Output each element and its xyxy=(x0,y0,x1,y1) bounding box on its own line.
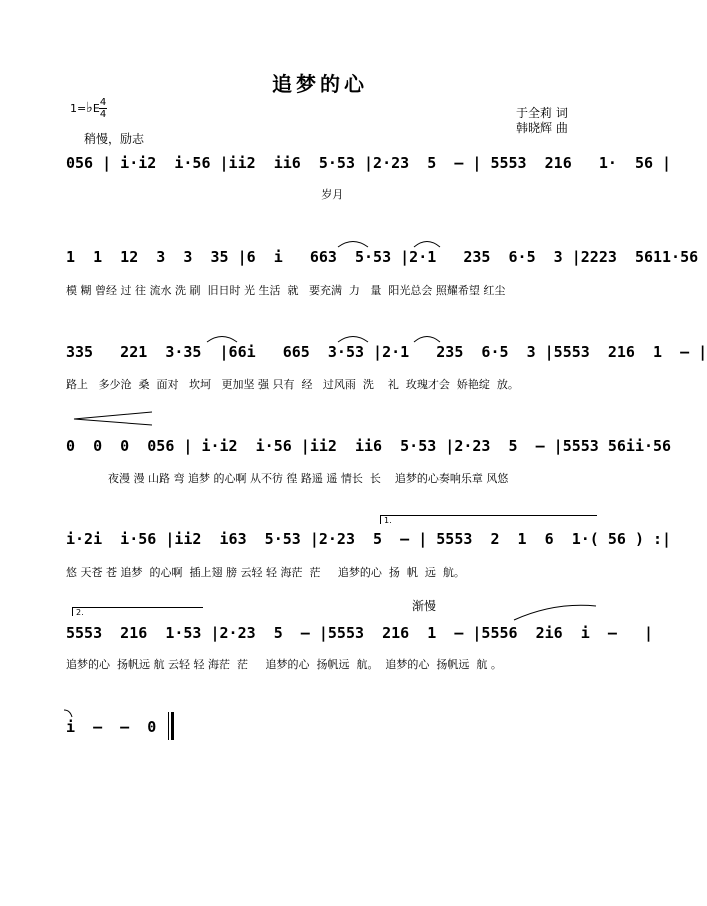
phrase-slur xyxy=(514,604,596,622)
slur-row-2b xyxy=(414,238,440,248)
first-ending-bracket xyxy=(380,515,597,524)
meter-top: 4 xyxy=(99,97,107,108)
composer-credit: 韩晓辉 曲 xyxy=(516,121,568,135)
lyric-row-4: 夜漫 漫 山路 弯 追梦 的心啊 从不彷 徨 路遥 遥 情长 长 追梦的心奏响乐章 风悠 xyxy=(66,472,509,485)
meter-bottom: 4 xyxy=(99,109,107,120)
final-barline-thin xyxy=(168,712,169,740)
notation-row-7: i – – 0 xyxy=(66,718,157,736)
lyricist-credit: 于全莉 词 xyxy=(516,106,568,120)
slur-row-2a xyxy=(338,238,368,248)
slur-row-3c xyxy=(414,333,440,343)
tie-mark xyxy=(64,708,74,718)
flat-sign: ♭ xyxy=(86,100,93,116)
lyric-row-6: 追梦的心 扬帆远 航 云轻 轻 海茫 茫 追梦的心 扬帆远 航。 追梦的心 扬帆远 航 。 xyxy=(66,658,502,671)
slur-row-3a xyxy=(207,333,237,343)
slur-row-3b xyxy=(338,333,368,343)
tempo-marking: 稍慢，励志 xyxy=(84,132,145,146)
first-ending-label: 1. xyxy=(384,516,392,525)
final-barline-thick xyxy=(171,712,174,740)
lyric-row-1: 岁月 xyxy=(66,188,344,201)
second-ending-bracket xyxy=(72,607,203,616)
notation-row-6: 5553 216 1·53 |2·23 5 – |5553 216 1 – |5556 2i6 i – | xyxy=(66,624,653,642)
notation-row-3: 335 221 3·35 |66i 665 3·53 |2·1 235 6·5 3 |5553 216 1 – | xyxy=(66,343,707,361)
time-signature xyxy=(99,97,107,120)
lyric-row-3: 路上 多少沧 桑 面对 坎坷 更加坚 强 只有 经 过风雨 洗 礼 玫瑰才会 娇艳绽 放。 xyxy=(66,378,519,391)
crescendo-hairpin xyxy=(72,410,154,426)
key-signature xyxy=(70,100,100,116)
key-prefix: 1= xyxy=(70,102,87,115)
ritardando-marking: 渐慢 xyxy=(412,599,437,613)
notation-row-4: 0 0 0 056 | i·i2 i·56 |ii2 ii6 5·53 |2·23 5 – |5553 56ii·56 xyxy=(66,437,672,455)
key-note: E xyxy=(92,102,100,115)
notation-row-2: 1 1 12 3 3 35 |6 i 663 5·53 |2·1 235 6·5 3 |2223 5611·56 xyxy=(66,248,699,266)
second-ending-label: 2. xyxy=(76,608,84,617)
notation-row-5: i·2i i·56 |ii2 i63 5·53 |2·23 5 – | 5553 2 1 6 1·( 56 ) :| xyxy=(66,530,672,548)
song-title: 追梦的心 xyxy=(272,72,368,96)
lyric-row-5: 悠 天苍 苍 追梦 的心啊 插上翅 膀 云轻 轻 海茫 茫 追梦的心 扬 帆 远 航。 xyxy=(66,566,465,579)
lyric-row-2: 模 糊 曾经 过 往 流水 洗 刷 旧日时 光 生活 就 要充满 力 量 阳光总会 照耀希望 红尘 xyxy=(66,284,506,297)
notation-row-1: 056 | i·i2 i·56 |ii2 ii6 5·53 |2·23 5 – | 5553 216 1· 56 | xyxy=(66,154,672,172)
